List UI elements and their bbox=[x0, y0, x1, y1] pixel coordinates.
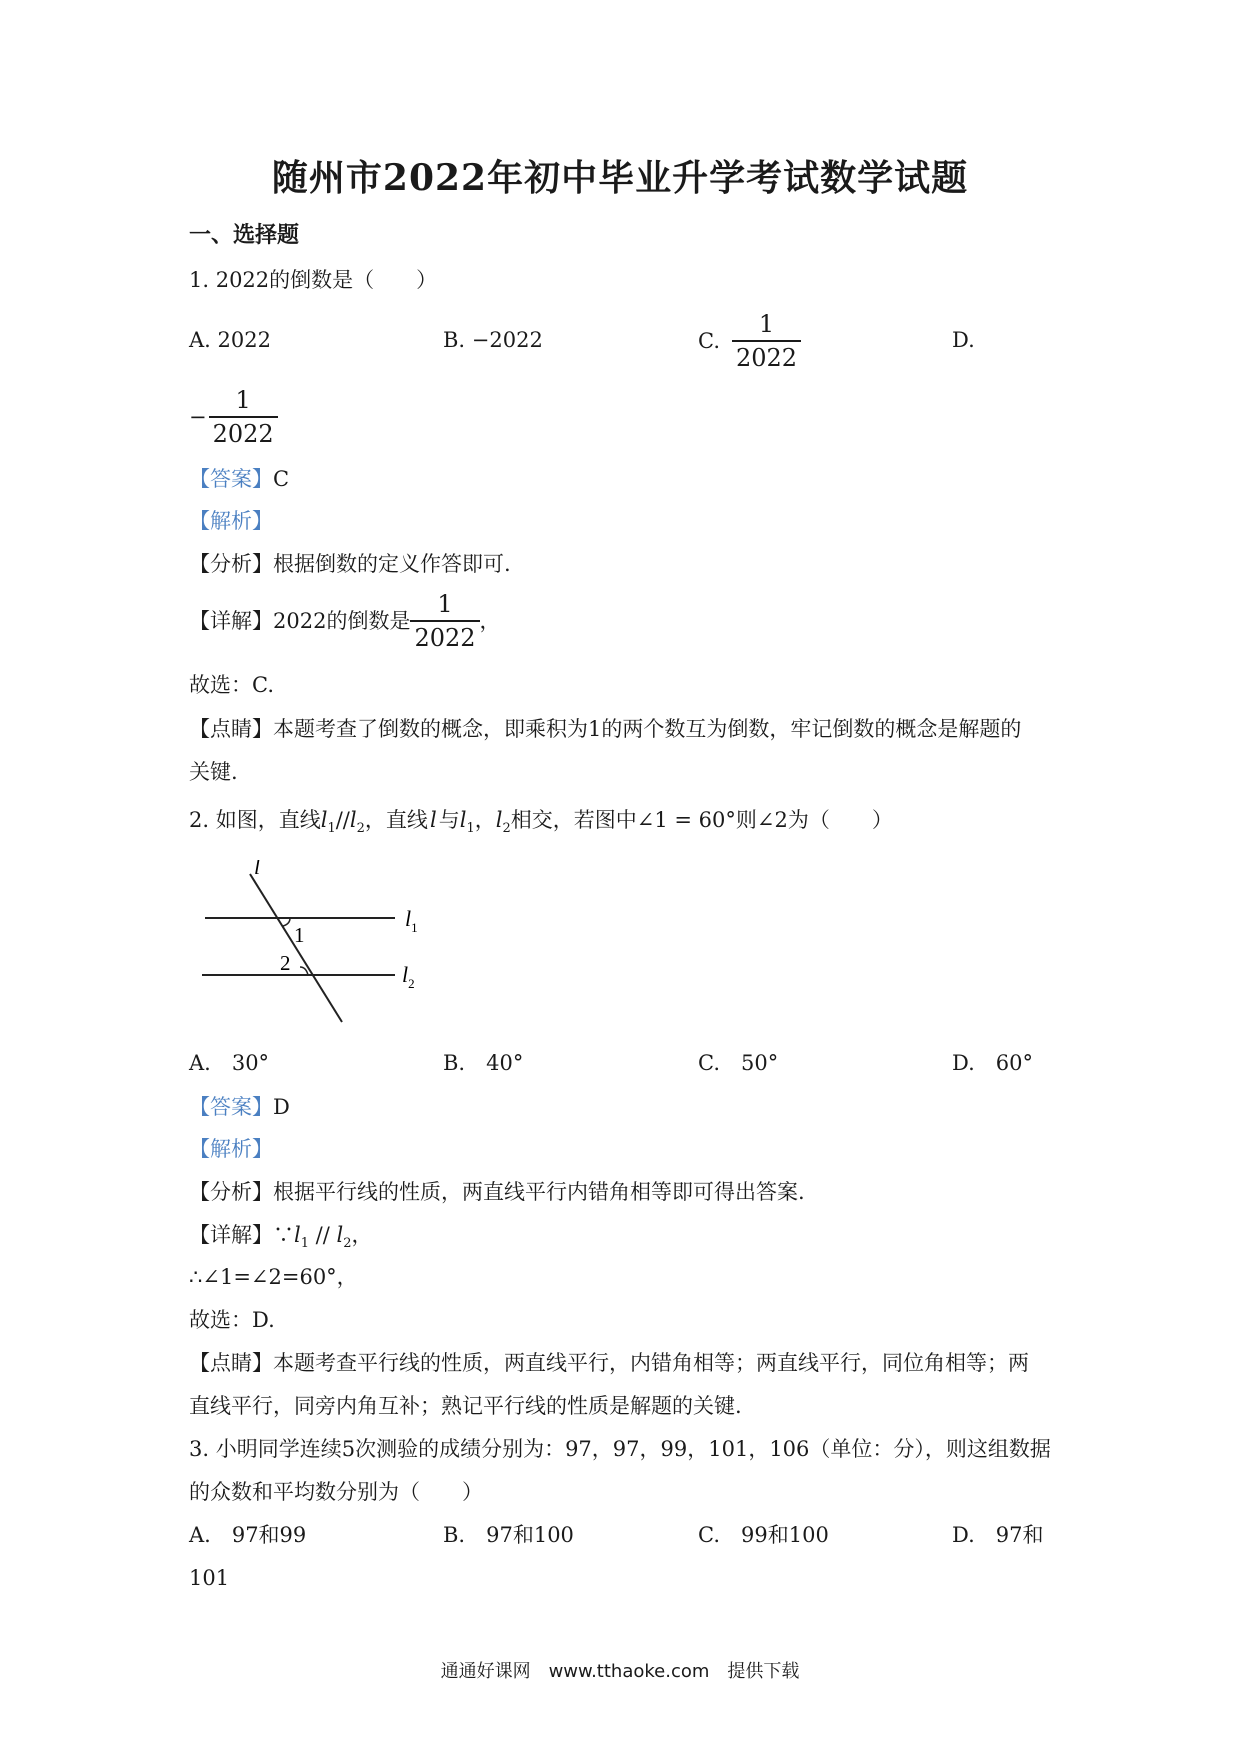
fraction-numerator: 1 bbox=[235, 386, 251, 414]
q1-answer bbox=[189, 464, 289, 494]
var-l: l bbox=[402, 962, 409, 987]
q1-option-c-fraction bbox=[732, 312, 801, 370]
q1-fenxi: 【分析】根据倒数的定义作答即可. bbox=[189, 552, 511, 576]
subscript: 2 bbox=[343, 1236, 352, 1252]
q1-option-d-fraction bbox=[209, 388, 278, 446]
q2-guxuan: 故选：D. bbox=[189, 1308, 275, 1332]
q1-xiangjie-text: 【详解】2022的倒数是 bbox=[189, 609, 411, 633]
angle-2-arc bbox=[300, 967, 308, 975]
section-heading: 一、选择题 bbox=[189, 222, 300, 248]
q2-dianjing-line2: 直线平行，同旁内角互补；熟记平行线的性质是解题的关键. bbox=[189, 1394, 742, 1418]
q1-option-b: B. −2022 bbox=[443, 328, 543, 352]
q3-option-b: B. 97和100 bbox=[443, 1523, 574, 1547]
subscript: 1 bbox=[411, 920, 418, 935]
q2-stem-text: ，直线 bbox=[364, 808, 428, 832]
q2-xiangjie-text: ， bbox=[351, 1223, 373, 1247]
q2-therefore: ∴∠1=∠2=60°， bbox=[189, 1265, 358, 1289]
q1-option-d-value bbox=[189, 388, 278, 446]
q2-xiangjie bbox=[189, 1220, 373, 1259]
label-l1 bbox=[405, 906, 418, 935]
q3-stem-line2: 的众数和平均数分别为（ ） bbox=[189, 1480, 483, 1504]
q2-analysis-tag: 【解析】 bbox=[189, 1137, 273, 1161]
label-angle-1: 1 bbox=[294, 923, 305, 947]
q3-option-d-continued: 101 bbox=[189, 1566, 230, 1590]
q1-xiangjie-fraction bbox=[410, 592, 479, 650]
q1-option-a: A. 2022 bbox=[189, 328, 271, 352]
answer-value: D bbox=[273, 1095, 290, 1119]
q2-option-b: B. 40° bbox=[443, 1051, 524, 1075]
q2-figure bbox=[190, 860, 450, 1030]
q3-option-d: D. 97和 bbox=[952, 1523, 1044, 1547]
q2-fenxi: 【分析】根据平行线的性质，两直线平行内错角相等即可得出答案. bbox=[189, 1180, 805, 1204]
fraction-denominator: 2022 bbox=[209, 416, 278, 446]
var-l: l bbox=[336, 1223, 344, 1247]
q2-answer bbox=[189, 1092, 290, 1122]
var-l: l bbox=[320, 808, 328, 832]
q1-xiangjie bbox=[189, 592, 501, 650]
q3-option-a: A. 97和99 bbox=[189, 1523, 307, 1547]
q1-option-c bbox=[698, 312, 801, 370]
answer-tag: 【答案】 bbox=[189, 467, 273, 491]
negative-sign: − bbox=[189, 405, 207, 429]
var-l: l bbox=[459, 808, 467, 832]
q1-analysis-tag: 【解析】 bbox=[189, 509, 273, 533]
label-l: l bbox=[254, 860, 261, 879]
var-l: l bbox=[495, 808, 503, 832]
fraction-numerator: 1 bbox=[758, 310, 775, 338]
q2-dianjing-line1: 【点睛】本题考查平行线的性质，两直线平行，内错角相等；两直线平行，同位角相等；两 bbox=[189, 1351, 1029, 1375]
q1-option-c-label: C. bbox=[698, 329, 720, 353]
q2-stem-text: ， bbox=[474, 808, 496, 832]
fraction-numerator: 1 bbox=[437, 590, 453, 618]
answer-value: C bbox=[273, 467, 290, 491]
q1-stem: 1. 2022的倒数是（ ） bbox=[189, 268, 438, 292]
subscript: 1 bbox=[300, 1236, 309, 1252]
q2-xiangjie-text: 【详解】∵ bbox=[189, 1223, 294, 1247]
q3-stem-line1: 3. 小明同学连续5次测验的成绩分别为：97，97，99，101，106（单位：分），则这组数据 bbox=[189, 1437, 1051, 1461]
q1-guxuan: 故选：C. bbox=[189, 673, 274, 697]
q1-dianjing-line2: 关键. bbox=[189, 760, 238, 784]
q3-option-c: C. 99和100 bbox=[698, 1523, 829, 1547]
q2-option-a: A. 30° bbox=[189, 1051, 270, 1075]
page-footer: 通通好课网 www.tthaoke.com 提供下载 bbox=[440, 1661, 800, 1682]
subscript: 1 bbox=[466, 821, 475, 837]
label-angle-2: 2 bbox=[280, 951, 291, 975]
label-l2 bbox=[402, 962, 415, 991]
page-title: 随州市2022年初中毕业升学考试数学试题 bbox=[271, 157, 969, 199]
q2-stem-text: 则∠2为（ ） bbox=[735, 808, 893, 832]
q1-xiangjie-end: ， bbox=[479, 609, 501, 633]
subscript: 2 bbox=[502, 821, 511, 837]
q2-stem-text: 2. 如图，直线 bbox=[189, 808, 321, 832]
transversal-line bbox=[250, 874, 342, 1022]
fraction-denominator: 2022 bbox=[732, 340, 801, 370]
subscript: 2 bbox=[356, 821, 365, 837]
var-l: l bbox=[429, 808, 437, 832]
var-l: l bbox=[349, 808, 357, 832]
angle-expression: ∠1 = 60° bbox=[636, 808, 736, 832]
fraction-denominator: 2022 bbox=[410, 620, 479, 650]
q2-option-c: C. 50° bbox=[698, 1051, 779, 1075]
var-l: l bbox=[405, 906, 412, 931]
subscript: 2 bbox=[408, 976, 415, 991]
subscript: 1 bbox=[327, 821, 336, 837]
parallel-symbol: // bbox=[335, 808, 350, 832]
q2-stem-text: 与 bbox=[438, 808, 460, 832]
q2-option-d: D. 60° bbox=[952, 1051, 1033, 1075]
q1-dianjing-line1: 【点睛】本题考查了倒数的概念，即乘积为1的两个数互为倒数，牢记倒数的概念是解题的 bbox=[189, 717, 1022, 741]
q1-option-d-label: D. bbox=[952, 328, 975, 352]
parallel-symbol: // bbox=[309, 1223, 337, 1247]
q2-stem bbox=[189, 805, 893, 844]
angle-1-arc bbox=[283, 918, 290, 926]
q2-stem-text: 相交，若图中 bbox=[510, 808, 637, 832]
var-l: l bbox=[294, 1223, 301, 1247]
answer-tag: 【答案】 bbox=[189, 1095, 273, 1119]
